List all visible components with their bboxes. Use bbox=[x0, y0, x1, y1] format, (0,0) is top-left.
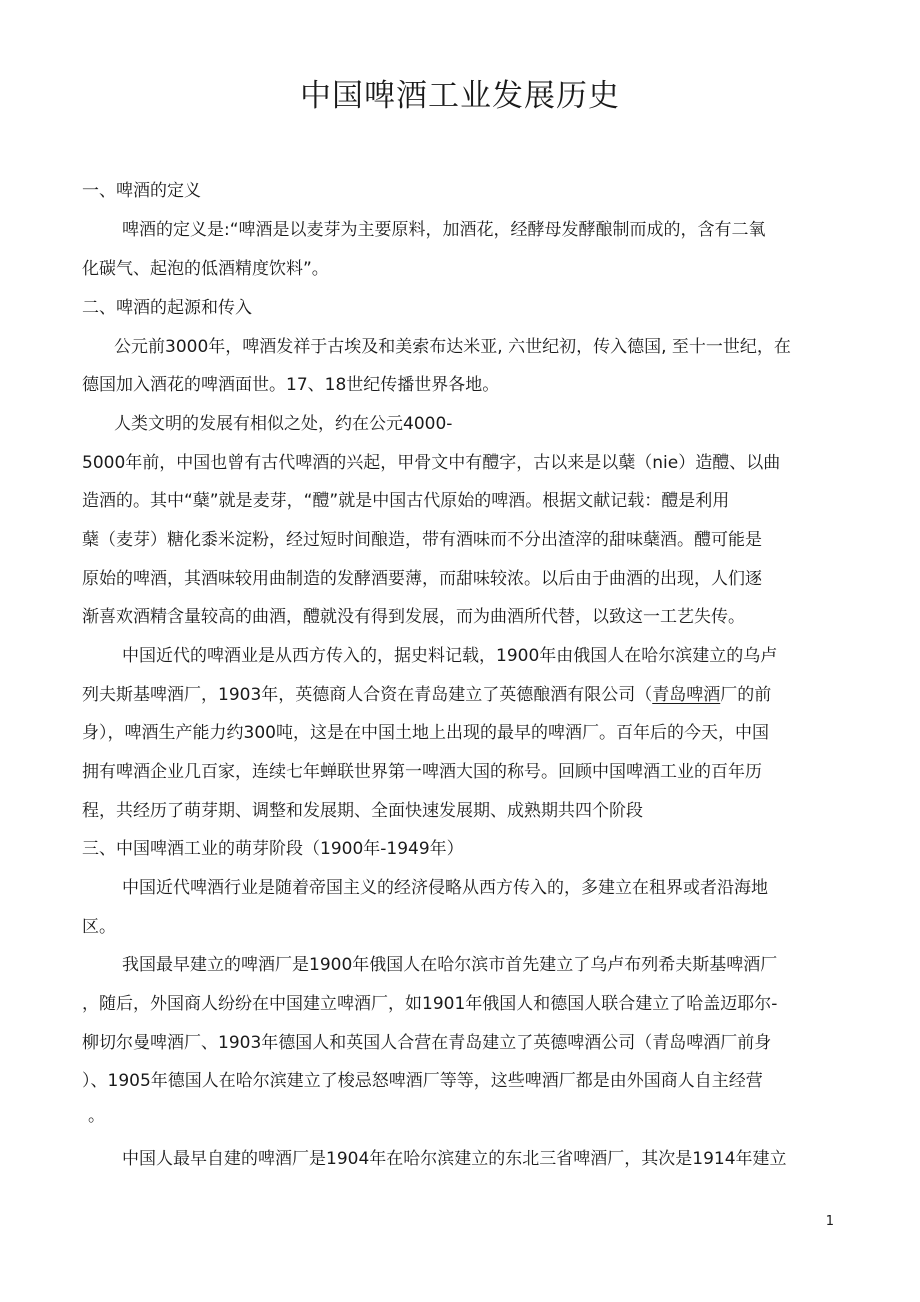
section-heading-origin: 二、啤酒的起源和传入 bbox=[82, 298, 252, 318]
paragraph-line: 化碳气、起泡的低酒精度饮料”。 bbox=[82, 259, 329, 279]
paragraph-line: 。 bbox=[88, 1106, 105, 1126]
paragraph-line: 5000年前，中国也曾有古代啤酒的兴起，甲骨文中有醴字，古以来是以蘖（nie）造醴、以曲 bbox=[82, 453, 781, 473]
paragraph-line: 啤酒的定义是:“啤酒是以麦芽为主要原料，加酒花，经酵母发酵酿制而成的，含有二氧 bbox=[122, 220, 766, 240]
paragraph-line: 拥有啤酒企业几百家，连续七年蝉联世界第一啤酒大国的称号。回顾中国啤酒工业的百年历 bbox=[82, 762, 762, 782]
paragraph-line: 公元前3000年，啤酒发祥于古埃及和美索布达米亚, 六世纪初，传入德国, 至十一世纪，在 bbox=[114, 337, 791, 357]
paragraph-line bbox=[82, 683, 771, 707]
section-heading-emergence: 三、中国啤酒工业的萌芽阶段（1900年-1949年） bbox=[82, 839, 464, 859]
section-heading-definition: 一、啤酒的定义 bbox=[82, 181, 201, 201]
page-number: 1 bbox=[825, 1214, 834, 1229]
paragraph-text: 列夫斯基啤酒厂，1903年，英德商人合资在青岛建立了英德酿酒有限公司（ bbox=[82, 685, 653, 705]
paragraph-text: 厂的前 bbox=[720, 685, 772, 705]
paragraph-line: 区。 bbox=[82, 917, 116, 937]
paragraph-line: 柳切尔曼啤酒厂、1903年德国人和英国人合营在青岛建立了英德啤酒公司（青岛啤酒厂前身 bbox=[82, 1033, 772, 1053]
paragraph-line: 造酒的。其中“蘖”就是麦芽，“醴”就是中国古代原始的啤酒。根据文献记载：醴是利用 bbox=[82, 491, 730, 511]
paragraph-line: 身），啤酒生产能力约300吨，这是在中国土地上出现的最早的啤酒厂。百年后的今天，中国 bbox=[82, 723, 769, 743]
paragraph-line: 中国近代啤酒行业是随着帝国主义的经济侵略从西方传入的，多建立在租界或者沿海地 bbox=[122, 878, 768, 898]
paragraph-line: 原始的啤酒，其酒味较用曲制造的发酵酒要薄，而甜味较浓。以后由于曲酒的出现，人们逐 bbox=[82, 569, 762, 589]
paragraph-line: ）、1905年德国人在哈尔滨建立了梭忌怒啤酒厂等等，这些啤酒厂都是由外国商人自主经营 bbox=[82, 1071, 763, 1091]
paragraph-line: 德国加入酒花的啤酒面世。17、18世纪传播世界各地。 bbox=[82, 375, 500, 395]
tsingtao-beer-link[interactable]: 青岛啤酒 bbox=[652, 685, 721, 705]
paragraph-line: ，随后，外国商人纷纷在中国建立啤酒厂，如1901年俄国人和德国人联合建立了哈盖迈耶尔- bbox=[82, 994, 778, 1014]
paragraph-line: 蘖（麦芽）糖化黍米淀粉，经过短时间酿造，带有酒味而不分出渣滓的甜味蘖酒。醴可能是 bbox=[82, 530, 762, 550]
paragraph-line: 人类文明的发展有相似之处，约在公元4000- bbox=[114, 414, 453, 434]
paragraph-line: 程，共经历了萌芽期、调整和发展期、全面快速发展期、成熟期共四个阶段 bbox=[82, 801, 643, 821]
paragraph-line: 中国近代的啤酒业是从西方传入的，据史料记载，1900年由俄国人在哈尔滨建立的乌卢 bbox=[122, 646, 778, 666]
paragraph-line: 渐喜欢酒精含量较高的曲酒，醴就没有得到发展，而为曲酒所代替，以致这一工艺失传。 bbox=[82, 607, 745, 627]
paragraph-line: 我国最早建立的啤酒厂是1900年俄国人在哈尔滨市首先建立了乌卢布列希夫斯基啤酒厂 bbox=[122, 955, 778, 975]
paragraph-line: 中国人最早自建的啤酒厂是1904年在哈尔滨建立的东北三省啤酒厂，其次是1914年建立 bbox=[122, 1149, 787, 1169]
document-title: 中国啤酒工业发展历史 bbox=[300, 78, 620, 114]
